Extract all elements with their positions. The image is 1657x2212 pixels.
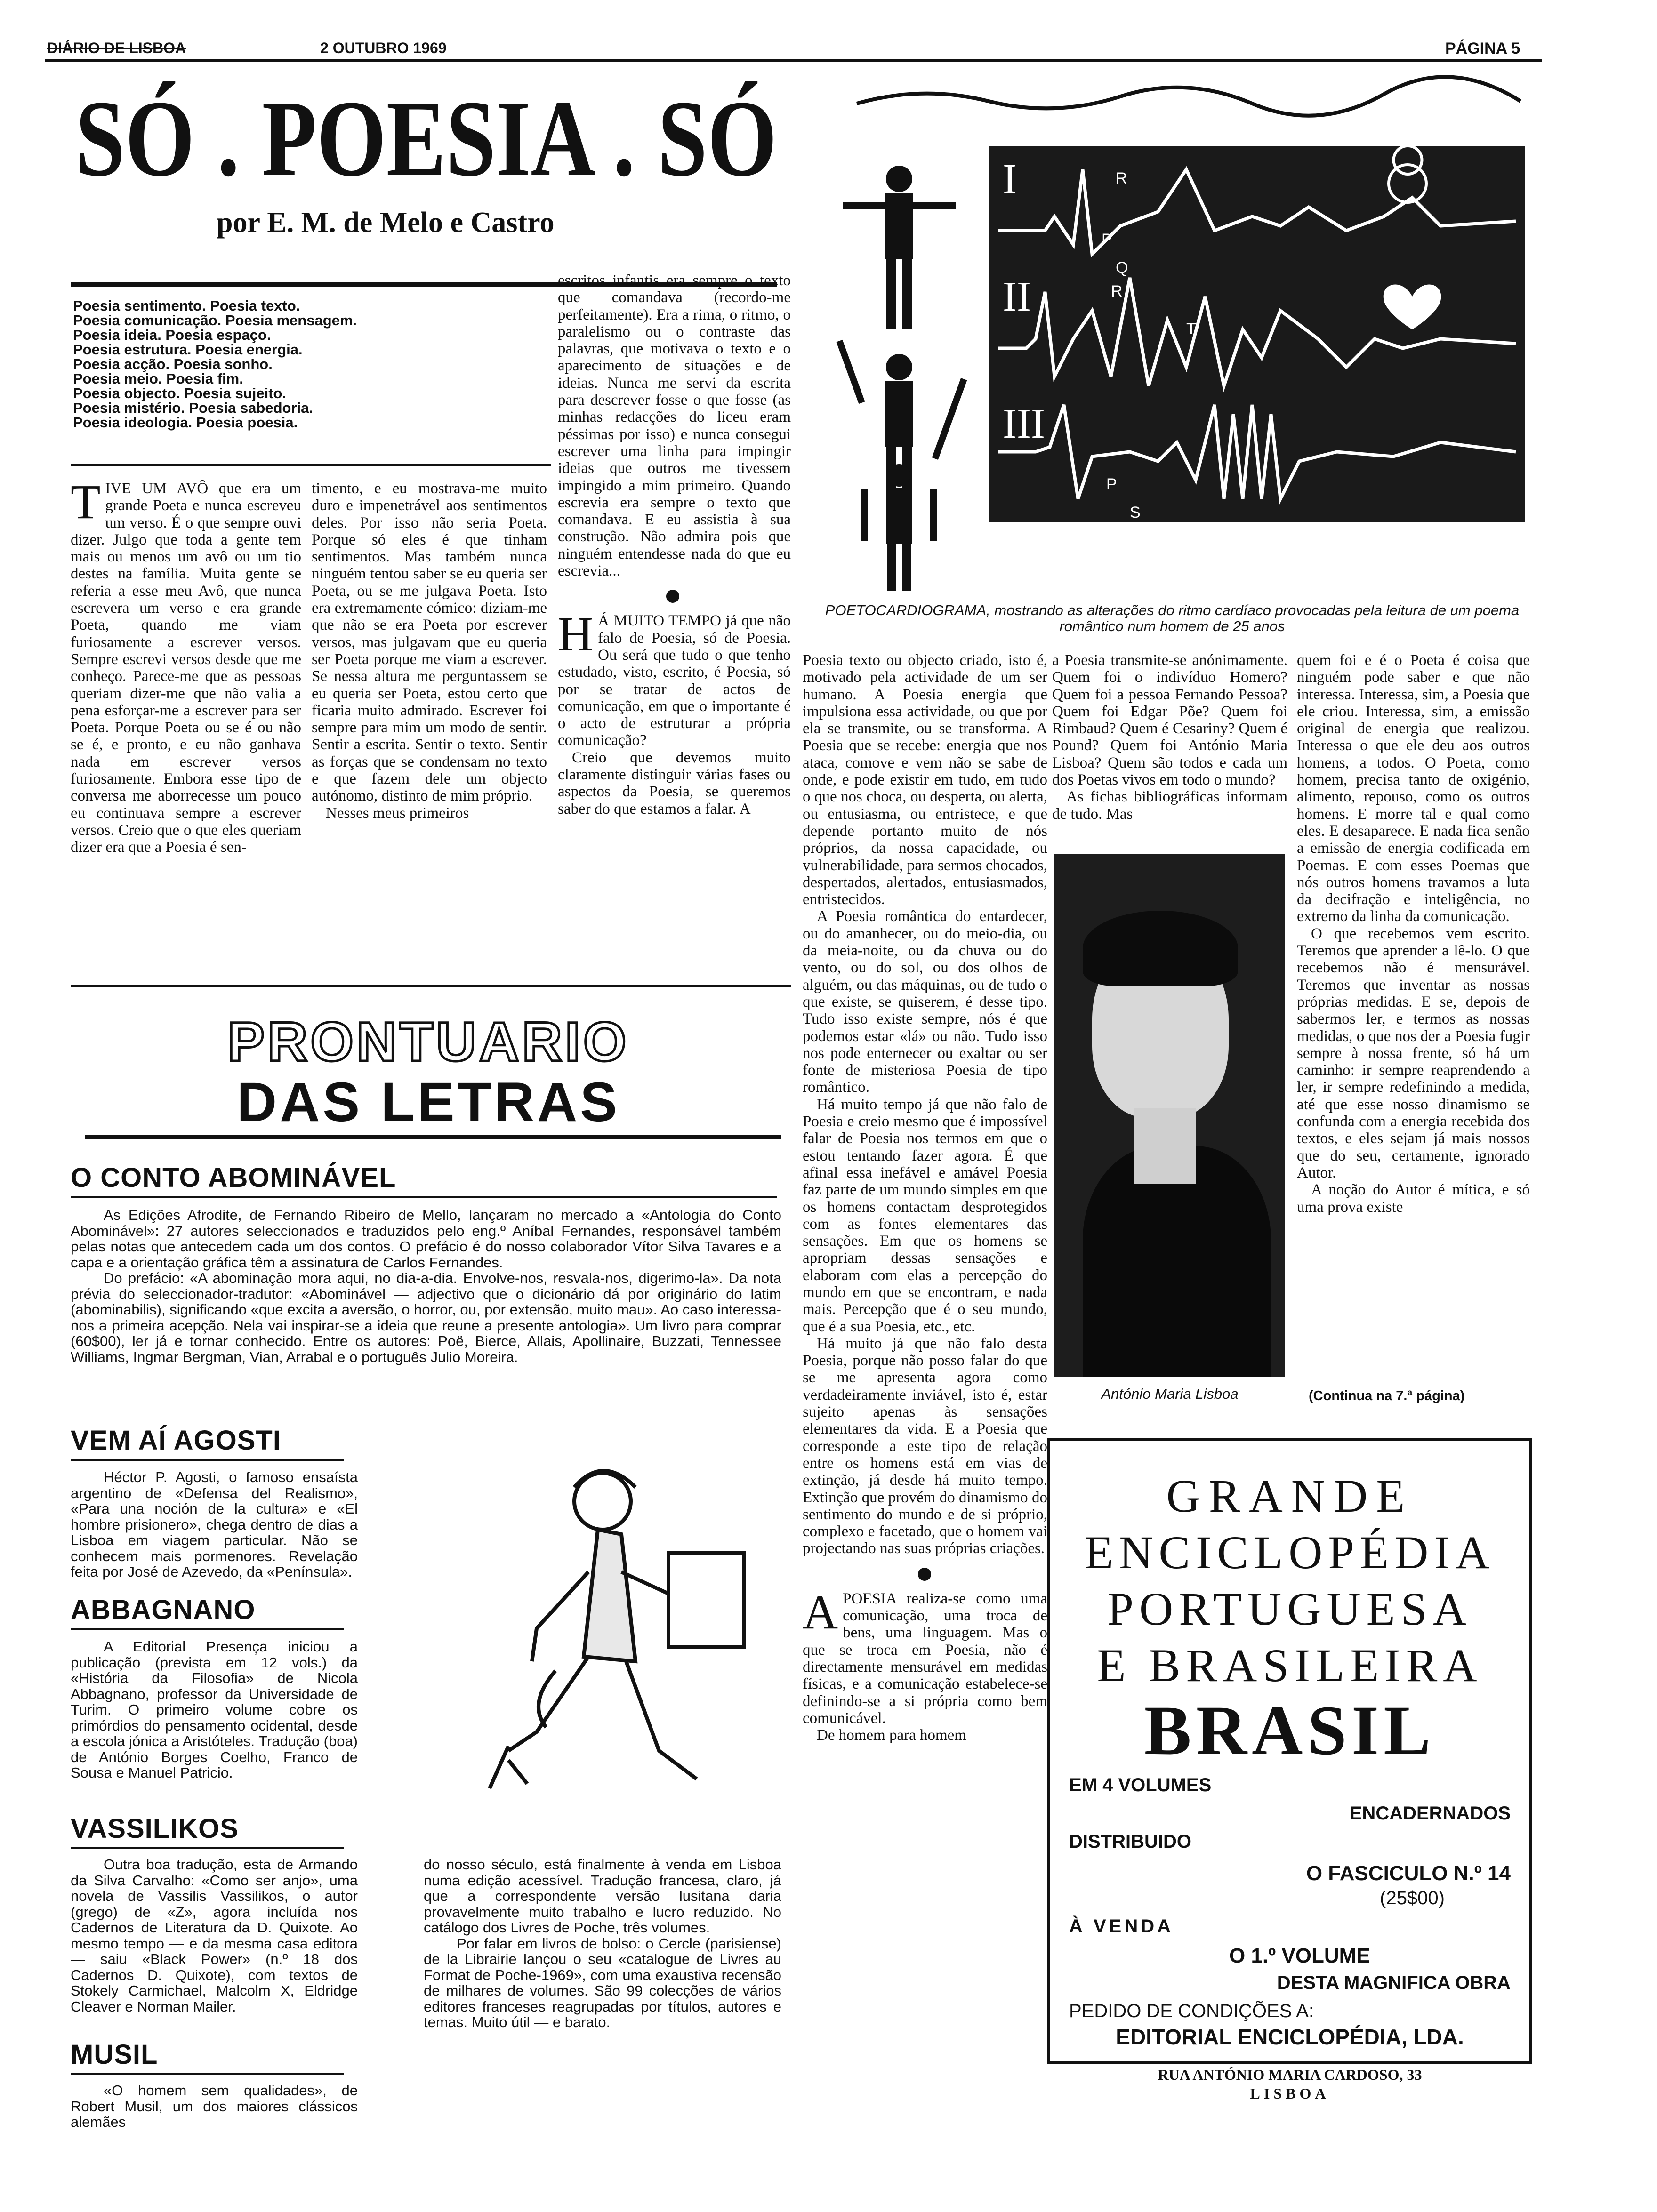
section-heading: VEM AÍ AGOSTI <box>71 1425 281 1456</box>
article-text: Á MUITO TEMPO já que não falo de Poesia, só de Poesia. Ou será que tudo o que tenho estudado, visto, escrito, é Poesia, só por se tratar de actos de comunicação, em que o importante é o acto de estruturar a própria comunicação? <box>558 612 791 749</box>
section-paragraph: Héctor P. Agosti, o famoso ensaísta argentino de «Defensa del Realismo», «Para una noción de la cultura» e «El hombre prisionero», chega dentro de dias a Lisboa em viagem particular. Não se conhecem mais pormenores. Revelação feita por José de Azevedo, da «Península». <box>71 1469 358 1580</box>
ecg-label: P <box>1106 475 1117 493</box>
poem-line: Poesia sentimento. Poesia texto. <box>73 297 300 314</box>
body-figure-1 <box>843 166 956 329</box>
poem-list <box>73 298 357 430</box>
prontuario-rule <box>85 1135 781 1139</box>
prontuario-title-line: DAS LETRAS <box>237 1071 620 1133</box>
article-text: timento, e eu mostrava-me muito duro e impenetrável aos sentimentos deles. Por isso não seria Poeta. Porque só eles é que tinham sentimentos. Mas também nunca ninguém tentou saber se eu queria ser Poeta, ou se me julgava Poeta. Isto era extremamente cómico: diziam-me que não se era Poeta por escrever versos, mas julgavam que eu queria ser Poeta porque me viam a escrever. Se nessa altura me perguntassem se eu queria ser Poeta, estou certo que ficaria muito admirado. Escrever foi sempre para mim um modo de sentir. Sentir a escrita. Sentir o texto. Sentir as forças que se condensam no texto e que fazem dele um objecto autónomo, distinto de mim próprio. <box>312 480 547 805</box>
cardio-caption: POETOCARDIOGRAMA, mostrando as alterações do ritmo cardíaco provocadas pela leitura de um poema romântico num homem de 25 anos <box>825 602 1520 634</box>
article-text: Poesia texto ou objecto criado, isto é, motivado pela actividade de um ser humano. A Poesia energia que impulsiona essa actividade, ou que por ela se transmite, ou se transforma. A Poesia que se recebe: energia que nos ataca, comove e vem não se sabe de onde, e pode existir em tudo, em tudo o que nos choca, ou desperta, ou alerta, ou entusiasma, ou entristece, e que depende portanto muito de nós próprios, da nossa capacidade, ou vulnerabilidade, para sermos chocados, despertados, alertados, entusiasmados, entristecidos. <box>803 652 1047 908</box>
prontuario-title-line: PRONTUARIO <box>227 1011 629 1073</box>
ad-line: PORTUGUESA <box>1107 1583 1472 1635</box>
portrait-photo <box>1054 854 1285 1377</box>
section-bullet <box>918 1568 931 1581</box>
illustration-figure <box>480 1459 772 1835</box>
article-col-3 <box>558 272 791 959</box>
header-rule <box>45 59 1542 62</box>
poem-line: Poesia acção. Poesia sonho. <box>73 356 273 372</box>
heading-rule <box>71 2073 344 2075</box>
section-paragraph: «O homem sem qualidades», de Robert Musil, um dos maiores clássicos alemães <box>71 2083 358 2130</box>
poem-line: Poesia mistério. Poesia sabedoria. <box>73 400 314 416</box>
article-text: A Poesia romântica do entardecer, ou do amanhecer, ou do meio-dia, ou da meia-noite, ou da chuva ou do vento, ou do sol, ou dos olhos de alguém, ou das máquinas, ou de tudo o que existe, se quiserem, é desse tipo. Tudo isso existe sempre, nós é que podemos estar «lá» ou não. Tudo isso nos pode enternecer ou exaltar ou ser fonte de misteriosa Poesia de tipo romântico. <box>803 908 1047 1096</box>
article-text: Creio que devemos muito claramente distinguir várias fases ou aspectos da Poesia, se queremos saber do que estamos a falar. A <box>558 749 791 817</box>
prontuario-title <box>217 1012 640 1132</box>
poem-line: Poesia ideologia. Poesia poesia. <box>73 414 298 431</box>
ad-line: À VENDA <box>1069 1916 1174 1937</box>
article-col-6 <box>1297 652 1530 1405</box>
section-heading: VASSILIKOS <box>71 1813 239 1844</box>
article-text: a Poesia transmite-se anónimamente. Quem foi o indivíduo Homero? Quem foi a pessoa Fernando Pessoa? Quem foi Edgar Põe? Quem foi Rimbaud? Quem é Cesariny? Quem é Pound? Quem foi António Maria Lisboa? Quem são todos e cada um dos Poetas vivos em todo o mundo? <box>1052 652 1287 789</box>
section-paragraph: Por falar em livros de bolso: o Cercle (parisiense) de la Librairie lançou o seu «catalogue de Livres au Format de Poche-1969», com uma exaustiva recensão de milhares de volumes. São 99 colecções de vários editores franceses reagrupadas por títulos, autores e temas. Muito útil — e barato. <box>424 1935 781 2030</box>
section-text <box>424 1857 781 2120</box>
poem-line: Poesia ideia. Poesia espaço. <box>73 327 271 343</box>
ecg-label: R <box>1111 282 1123 300</box>
article-text: quem foi e é o Poeta é coisa que ninguém pode saber e que não interessa. Interessa, sim, a Poesia que ele criou. Interessa, sim, a emissão original de energia que realizou. Interessa o que ele deu aos outros homens, a todos. O Poeta, como homem, precisa tanto de oxigénio, alimento, repouso, como os outros homens. E morre tal e qual como eles. E desaparece. E nada fica senão a emissão de energia codificada em Poemas. E com esses Poemas que nós outros homens travamos a luta da decifração e inteligência, no extremo da linha da comunicação. <box>1297 652 1530 925</box>
ad-line: ENCADERNADOS <box>1349 1803 1511 1824</box>
ecg-label: II <box>1003 273 1031 320</box>
heading-rule <box>71 1847 344 1849</box>
encyclopedia-ad <box>1047 1438 1532 2064</box>
article-col-1 <box>71 480 301 955</box>
article-text: Nesses meus primeiros <box>326 804 469 822</box>
section-heading: ABBAGNANO <box>71 1595 256 1625</box>
dropcap: T <box>71 480 101 529</box>
ad-line: EM 4 VOLUMES <box>1069 1775 1212 1795</box>
article-text: Há muito tempo já que não falo de Poesia e creio mesmo que é impossível falar de Poesia nos termos em que o estou tentando fazer agora. É que afinal essa inefável e amável Poesia faz parte de um mundo simples em que os homens contactam desprotegidos com as fontes elementares das sensações. Em que os homens se apropriam dessas sensações e elaboram com elas a percepção do mundo em que se encontram, e nada mais. Percepção que é o seu mundo, que é a sua Poesia, etc., etc. <box>803 1096 1047 1335</box>
article-text: O que recebemos vem escrito. Teremos que aprender a lê-lo. O que recebemos não é mensurável. Teremos que inventar as nossas próprias medidas. E se, depois de sabermos ler, e termos as nossas medidas, o que nos der a Poesia fugir sempre à nossa frente, só há um caminho: ir sempre reaprendendo a ler, ir sempre redefinindo a medida, até que esse nosso dinamismo se confunda com a energia recebida dos textos, e eles sejam já mais nossos que do seu, certamente, ignorado Autor. <box>1297 925 1530 1181</box>
ecg-label: P <box>1102 231 1112 248</box>
section-rule <box>71 985 791 987</box>
continued-note: (Continua na 7.ª página) <box>1309 1388 1465 1403</box>
article-text: De homem para homem <box>817 1727 966 1744</box>
poem-line: Poesia comunicação. Poesia mensagem. <box>73 312 357 329</box>
photo-caption: António Maria Lisboa <box>1101 1386 1239 1402</box>
poem-rule <box>71 464 551 466</box>
ad-line: DESTA MAGNIFICA OBRA <box>1277 1972 1511 1993</box>
heading-rule <box>71 1459 344 1461</box>
portrait-neck <box>1134 1108 1196 1184</box>
dropcap: A <box>803 1585 838 1639</box>
poem-line: Poesia meio. Poesia fim. <box>73 370 243 387</box>
ad-line: BRASIL <box>1144 1691 1436 1770</box>
ad-line: EDITORIAL ENCICLOPÉDIA, LDA. <box>1116 2025 1464 2049</box>
ad-line: GRANDE <box>1166 1470 1414 1522</box>
section-text <box>71 2083 358 2130</box>
article-col-4 <box>803 652 1047 2104</box>
poetocardiogram-figure <box>828 75 1539 598</box>
ecg-label: I <box>1003 156 1017 202</box>
section-text <box>71 1857 358 2040</box>
section-text <box>71 1207 781 1428</box>
ecg-label: R <box>1116 169 1127 187</box>
article-col-5 <box>1052 652 1287 835</box>
section-heading: O CONTO ABOMINÁVEL <box>71 1162 396 1193</box>
article-text: escritos infantis era sempre o texto que comandava (recordo-me perfeitamente). Era a rima, o ritmo, o paralelismo ou o contraste das palavras, que motivava o texto e o aparecimento de situações e de ideias. Nunca me servi da escrita para descrever fosse o que fosse (as minhas redacções do liceu eram péssimas por isso) e nunca consegui escrever uma linha para impingir ideias que outros me tivessem impingido a mim primeiro. Quando escrevia era sempre o texto que comandava. E eu assistia à sua construção. Não admira pois que ninguém entendesse nada do que eu escrevia... <box>558 272 791 580</box>
section-paragraph: Outra boa tradução, esta de Armando da Silva Carvalho: «Como ser anjo», uma novela de Vassilis Vassilikos, o autor (grego) de «Z», agora incluída nos Cadernos de Literatura da D. Quixote. Ao mesmo tempo — e da mesma casa editora — saiu «Black Power» (n.º 18 dos Cadernos D. Quixote), com textos de Stokely Carmichael, Malcolm X, Eldridge Cleaver e Norman Mailer. <box>71 1857 358 2015</box>
section-paragraph: As Edições Afrodite, de Fernando Ribeiro de Mello, lançaram no mercado a «Antologia do Conto Abominável»: 27 autores seleccionados e traduzidos pelo eng.º Aníbal Fernandes, responsável também pelas notas que antecedem cada um dos contos. O prefácio é do nosso colaborador Vítor Silva Tavares e a capa e a orientação gráfica têm a assinatura de Carlos Fernandes. <box>71 1207 781 1271</box>
ecg-label: S <box>1130 504 1141 521</box>
article-text: A noção do Autor é mítica, e só uma prova existe <box>1297 1181 1530 1216</box>
article-text: Há muito já que não falo desta Poesia, porque não posso falar do que se me apresenta agora como verdadeiramente inviável, isto é, estar sujeito apenas às sensações elementares da vida. E a Poesia que corresponde a este tipo de relação entre os homens está em vias de extinção, já desde há muito tempo. Extinção que provém do dinamismo do sentimento do mundo e de si próprio, complexo e facetado, que o homem vai projectando nas suas próprias criações. <box>803 1335 1047 1557</box>
section-text <box>71 1639 358 1808</box>
header-page: PÁGINA 5 <box>1445 40 1520 57</box>
ad-line: ENCICLOPÉDIA <box>1085 1526 1495 1579</box>
ad-city: LISBOA <box>1250 2085 1330 2102</box>
portrait-hair <box>1083 911 1238 986</box>
section-paragraph: Do prefácio: «A abominação mora aqui, no dia-a-dia. Envolve-nos, resvala-nos, digerimo-la». Da nota prévia do seleccionador-tradutor: «Abominável — adjectivo que o dicionário dá por originário do latim (abominabilis), significando «que excita a aversão, o horror, ou, por extensão, muito mau». Ao caso interessa-nos a primeira acepção. Nela vai inspirar-se a ideia que reune a presente antologia». Um livro para comprar (60$00), ler já e tornar conhecido. Entre os autores: Poë, Bierce, Allais, Apollinaire, Buzzati, Tennessee Williams, Ingmar Bergman, Vian, Arrabal e o português Julio Moreira. <box>71 1270 781 1365</box>
ad-line: DISTRIBUIDO <box>1069 1831 1191 1852</box>
poem-line: Poesia estrutura. Poesia energia. <box>73 341 303 358</box>
header-paper: DIÁRIO DE LISBOA <box>47 40 186 56</box>
article-title: SÓ . POESIA . SÓ <box>75 78 777 199</box>
article-text: As fichas bibliográficas informam de tudo. Mas <box>1052 788 1287 823</box>
article-text: IVE UM AVÔ que era um grande Poeta e nunca escreveu um verso. É o que sempre ouvi dizer. Julgo que toda a gente tem mais ou menos um avô ou um tio destes na família. Muita gente se referia a esse meu Avô, que nunca escrevera um verso e era grande Poeta, quando me viam furiosamente a escrever versos. Sempre escrevi versos desde que me conheço. Parece-me que as pessoas queriam dizer-me que não valia a pena esforçar-me a escrever para ser Poeta. Porque Poeta ou se é ou não se é, e pronto, e eu não ganhava nada em escrever versos furiosamente. Embora esse tipo de conversa me aborrecesse um pouco eu continuava sempre a escrever versos. Creio que o que eles queriam dizer era que a Poesia é sen- <box>71 480 301 856</box>
section-heading: MUSIL <box>71 2039 158 2070</box>
poem-line: Poesia objecto. Poesia sujeito. <box>73 385 287 401</box>
ecg-label: T <box>1186 320 1196 338</box>
section-bullet <box>666 590 679 603</box>
heading-rule <box>71 1196 777 1198</box>
section-paragraph: A Editorial Presença iniciou a publicação (prevista em 12 vols.) da «História da Filosofia» de Nicola Abbagnano, professor da Universidade de Turim. O primeiro volume cobre os primórdios do pensamento ocidental, desde a escola jónica a Aristóteles. Tradução (boa) de António Borges Coelho, Franco de Sousa e Manuel Patricio. <box>71 1639 358 1781</box>
ad-line: PEDIDO DE CONDIÇÕES A: <box>1069 2001 1314 2021</box>
ad-line: E BRASILEIRA <box>1097 1639 1483 1691</box>
body-figure-3 <box>861 464 937 591</box>
dropcap: H <box>558 607 594 662</box>
section-paragraph: do nosso século, está finalmente à venda em Lisboa numa edição acessível. Tradução francesa, claro, já que a correspondente versão lusitana daria provavelmente muito trabalho e lucro reduzido. No catálogo dos Livres de Poche, três volumes. <box>424 1857 781 1936</box>
section-text <box>71 1469 358 1587</box>
ad-line: O 1.º VOLUME <box>1229 1944 1370 1967</box>
article-col-2 <box>312 480 547 955</box>
ad-line: O FASCICULO N.º 14 <box>1306 1862 1511 1885</box>
heading-rule <box>71 1628 344 1630</box>
ad-address: RUA ANTÓNIO MARIA CARDOSO, 33 <box>1158 2066 1422 2083</box>
header-date: 2 OUTUBRO 1969 <box>320 40 447 56</box>
ad-line: (25$00) <box>1380 1888 1445 1908</box>
ecg-label: III <box>1003 401 1045 447</box>
article-text: POESIA realiza-se como uma comunicação, uma troca de bens, uma linguagem. Mas o que se troca em Poesia, não é directamente mensurável em medidas físicas, e a comunicação estabelece-se definindo-se a si própria como bem comunicável. <box>803 1590 1047 1727</box>
ecg-label: Q <box>1116 259 1128 277</box>
byline: por E. M. de Melo e Castro <box>217 207 555 239</box>
